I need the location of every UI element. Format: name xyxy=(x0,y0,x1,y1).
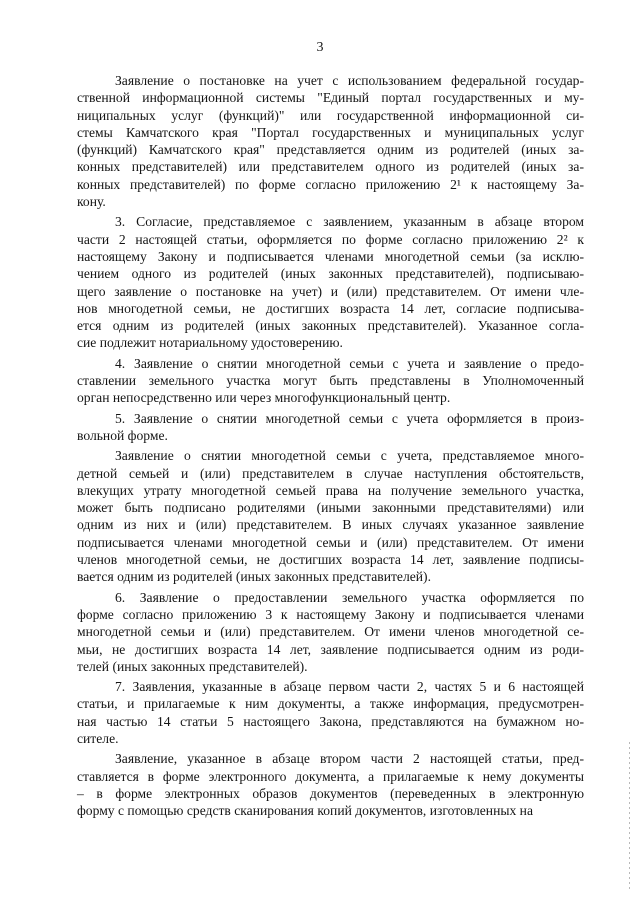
text-line: 3. Согласие, представляемое с заявлением, указанным в абзаце втором xyxy=(115,214,585,230)
text-line: ется одним из родителей (иных законных представителей). Указанное согла- xyxy=(77,318,584,334)
text-line: Заявление, указанное в абзаце втором части 2 настоящей статьи, пред- xyxy=(115,751,584,767)
text-line: – в форме электронных образов документов (переведенных в электронную xyxy=(77,785,584,801)
page-number: 3 xyxy=(316,40,324,55)
text-line: 4. Заявление о снятии многодетной семьи с учета и заявление о предо- xyxy=(115,355,584,371)
text-line: вольной форме. xyxy=(77,427,168,443)
paragraph-p5 xyxy=(77,447,584,585)
text-line: 5. Заявление о снятии многодетной семьи с учета оформляется в произ- xyxy=(115,410,585,426)
text-line: конных представителей) или представителем одного из родителей (иных за- xyxy=(77,159,584,175)
document-body xyxy=(77,72,584,819)
text-line: (функций) Камчатского края" представляется одним из родителей (иных за- xyxy=(77,142,584,158)
text-line: сие подлежит нотариальному удостоверению. xyxy=(77,335,343,351)
text-line: многодетной семьи и (или) представителем. От имени членов многодетной се- xyxy=(77,624,584,640)
text-line: телей (иных законных представителей). xyxy=(77,658,308,674)
text-line: может быть подписано родителями (иными законными представителями) или xyxy=(77,500,584,516)
text-line: Заявление о постановке на учет с использованием федеральной государ- xyxy=(115,73,584,88)
text-line: ственной информационной системы "Единый портал государственных и му- xyxy=(77,90,584,106)
text-line: конных представителей) по форме согласно приложению 2¹ к настоящему За- xyxy=(77,176,584,192)
paragraph-p1 xyxy=(77,72,584,210)
text-line: стемы Камчатского края "Портал государственных и муниципальных услуг xyxy=(77,124,584,140)
text-line: кону. xyxy=(77,194,106,210)
paragraph-p7 xyxy=(77,678,584,747)
text-line: ставлении земельного участка могут быть представлены в Уполномоченный xyxy=(77,373,584,389)
text-line: форме согласно приложению 3 к настоящему Закону и подписывается членами xyxy=(77,606,584,622)
text-line: подписывается членами многодетной семьи и (или) представителем. От имени xyxy=(77,534,584,550)
text-line: ниципальных услуг (функций)" или государственной информационной си- xyxy=(77,107,584,123)
text-line: нов многодетной семьи, не достигших возраста 14 лет, согласие подписыва- xyxy=(77,300,584,316)
text-line: 7. Заявления, указанные в абзаце первом части 2, частях 5 и 6 настоящей xyxy=(115,679,584,695)
paragraph-p3 xyxy=(77,355,584,407)
paragraph-p6 xyxy=(77,589,584,675)
text-line: статьи, и прилагаемые к ним документы, а также информация, предусмотрен- xyxy=(77,696,584,712)
text-line: ставляется в форме электронного документа, а прилагаемые к нему документы xyxy=(77,768,584,784)
text-line: влекущих утрату многодетной семьей права на получение земельного участка, xyxy=(77,482,584,498)
text-line: детной семьей и (или) представителем в случае наступления обстоятельств, xyxy=(77,465,584,481)
text-line: форму с помощью средств сканирования копий документов, изготовленных на xyxy=(77,803,533,819)
text-line: щего заявление о постановке на учет) и (или) представителем. От имени чле- xyxy=(77,283,584,299)
text-line: членов многодетной семьи, не достигших возраста 14 лет, заявление подписы- xyxy=(77,552,584,568)
paragraph-p8 xyxy=(77,750,584,819)
text-line: орган непосредственно или через многофункциональный центр. xyxy=(77,390,451,406)
paragraph-p2 xyxy=(77,213,584,351)
paragraph-p4 xyxy=(77,410,584,445)
text-line: 6. Заявление о предоставлении земельного участка оформляется по xyxy=(115,589,584,605)
text-line: сителе. xyxy=(77,730,119,746)
text-line: одним из них и (или) представителем. В иных случаях указанное заявление xyxy=(77,517,584,533)
text-line: части 2 настоящей статьи, оформляется по форме согласно приложению 2² к xyxy=(77,231,584,247)
text-line: настоящему Закону и подписывается членами многодетной семьи (за исклю- xyxy=(77,248,585,264)
text-line: ная частью 14 статьи 5 настоящего Закона, представляются на бумажном но- xyxy=(77,713,584,729)
text-line: чением одного из родителей (иных законных представителей), подписываю- xyxy=(77,266,584,282)
scan-edge-mark xyxy=(629,742,630,892)
text-line: Заявление о снятии многодетной семьи с учета, представляемое много- xyxy=(115,448,584,464)
text-line: мьи, не достигших возраста 14 лет, заявление подписывается одним из роди- xyxy=(77,641,584,657)
text-line: вается одним из родителей (иных законных представителей). xyxy=(77,569,431,585)
